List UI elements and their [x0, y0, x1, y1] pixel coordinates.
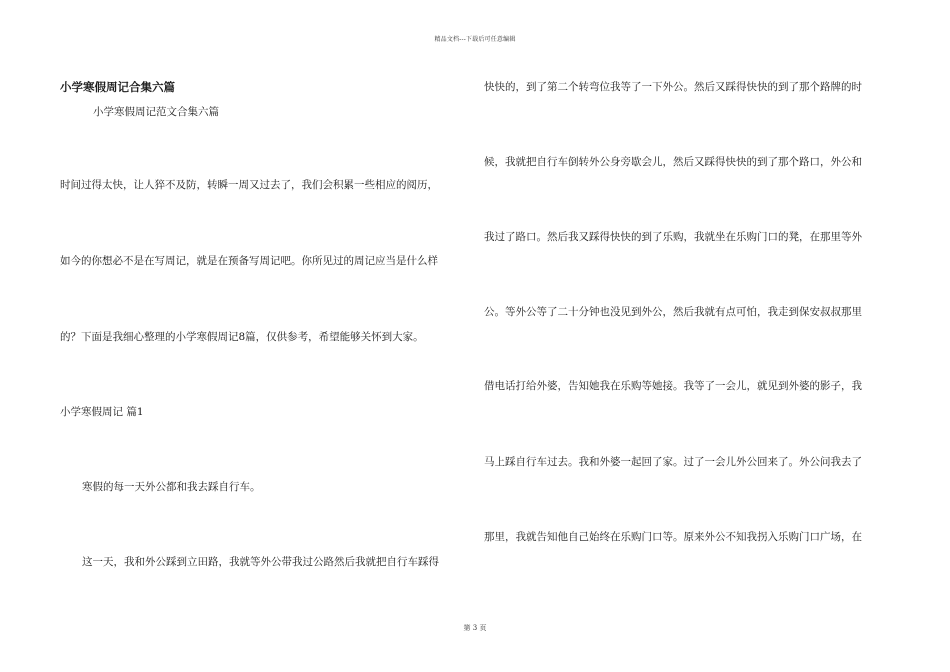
paragraph-line: 寒假的每一天外公都和我去踩自行车。 [82, 481, 261, 493]
paragraph-line: 如今的你想必不是在写周记，就是在预备写周记吧。你所见过的周记应当是什么样 [60, 255, 438, 267]
paragraph-line: 马上踩自行车过去。我和外婆一起回了家。过了一会儿外公回来了。外公问我去了 [484, 456, 862, 468]
paragraph-line: 快快的，到了第二个转弯位我等了一下外公。然后又踩得快快的到了那个路牌的时 [484, 81, 862, 93]
paragraph-line: 的？下面是我细心整理的小学寒假周记8篇，仅供参考，希望能够关怀到大家。 [60, 331, 424, 343]
paragraph-line: 这一天，我和外公踩到立田路，我就等外公带我过公路然后我就把自行车踩得 [82, 556, 439, 568]
paragraph-line: 公。等外公等了二十分钟也没见到外公，然后我就有点可怕，我走到保安叔叔那里 [484, 306, 862, 318]
paragraph-line: 我过了路口。然后我又踩得快快的到了乐购，我就坐在乐购门口的凳，在那里等外 [484, 231, 862, 243]
paragraph-line: 借电话打给外婆，告知她我在乐购等她接。我等了一会儿，就见到外婆的影子，我 [484, 380, 862, 392]
document-subtitle: 小学寒假周记范文合集六篇 [93, 106, 219, 118]
page-footer: 第 3 页 [463, 624, 487, 632]
section-heading: 小学寒假周记 篇1 [60, 406, 144, 418]
paragraph-line: 候，我就把自行车倒转外公身旁歇会儿，然后又踩得快快的到了那个路口，外公和 [484, 156, 862, 168]
document-title: 小学寒假周记合集六篇 [60, 80, 175, 94]
paragraph-line: 时间过得太快，让人猝不及防，转瞬一周又过去了，我们会积累一些相应的阅历， [60, 179, 438, 191]
page-header: 精品文档---下载后可任意编辑 [434, 36, 516, 43]
paragraph-line: 那里，我就告知他自己始终在乐购门口等。原来外公不知我拐入乐购门口广场，在 [484, 531, 862, 543]
